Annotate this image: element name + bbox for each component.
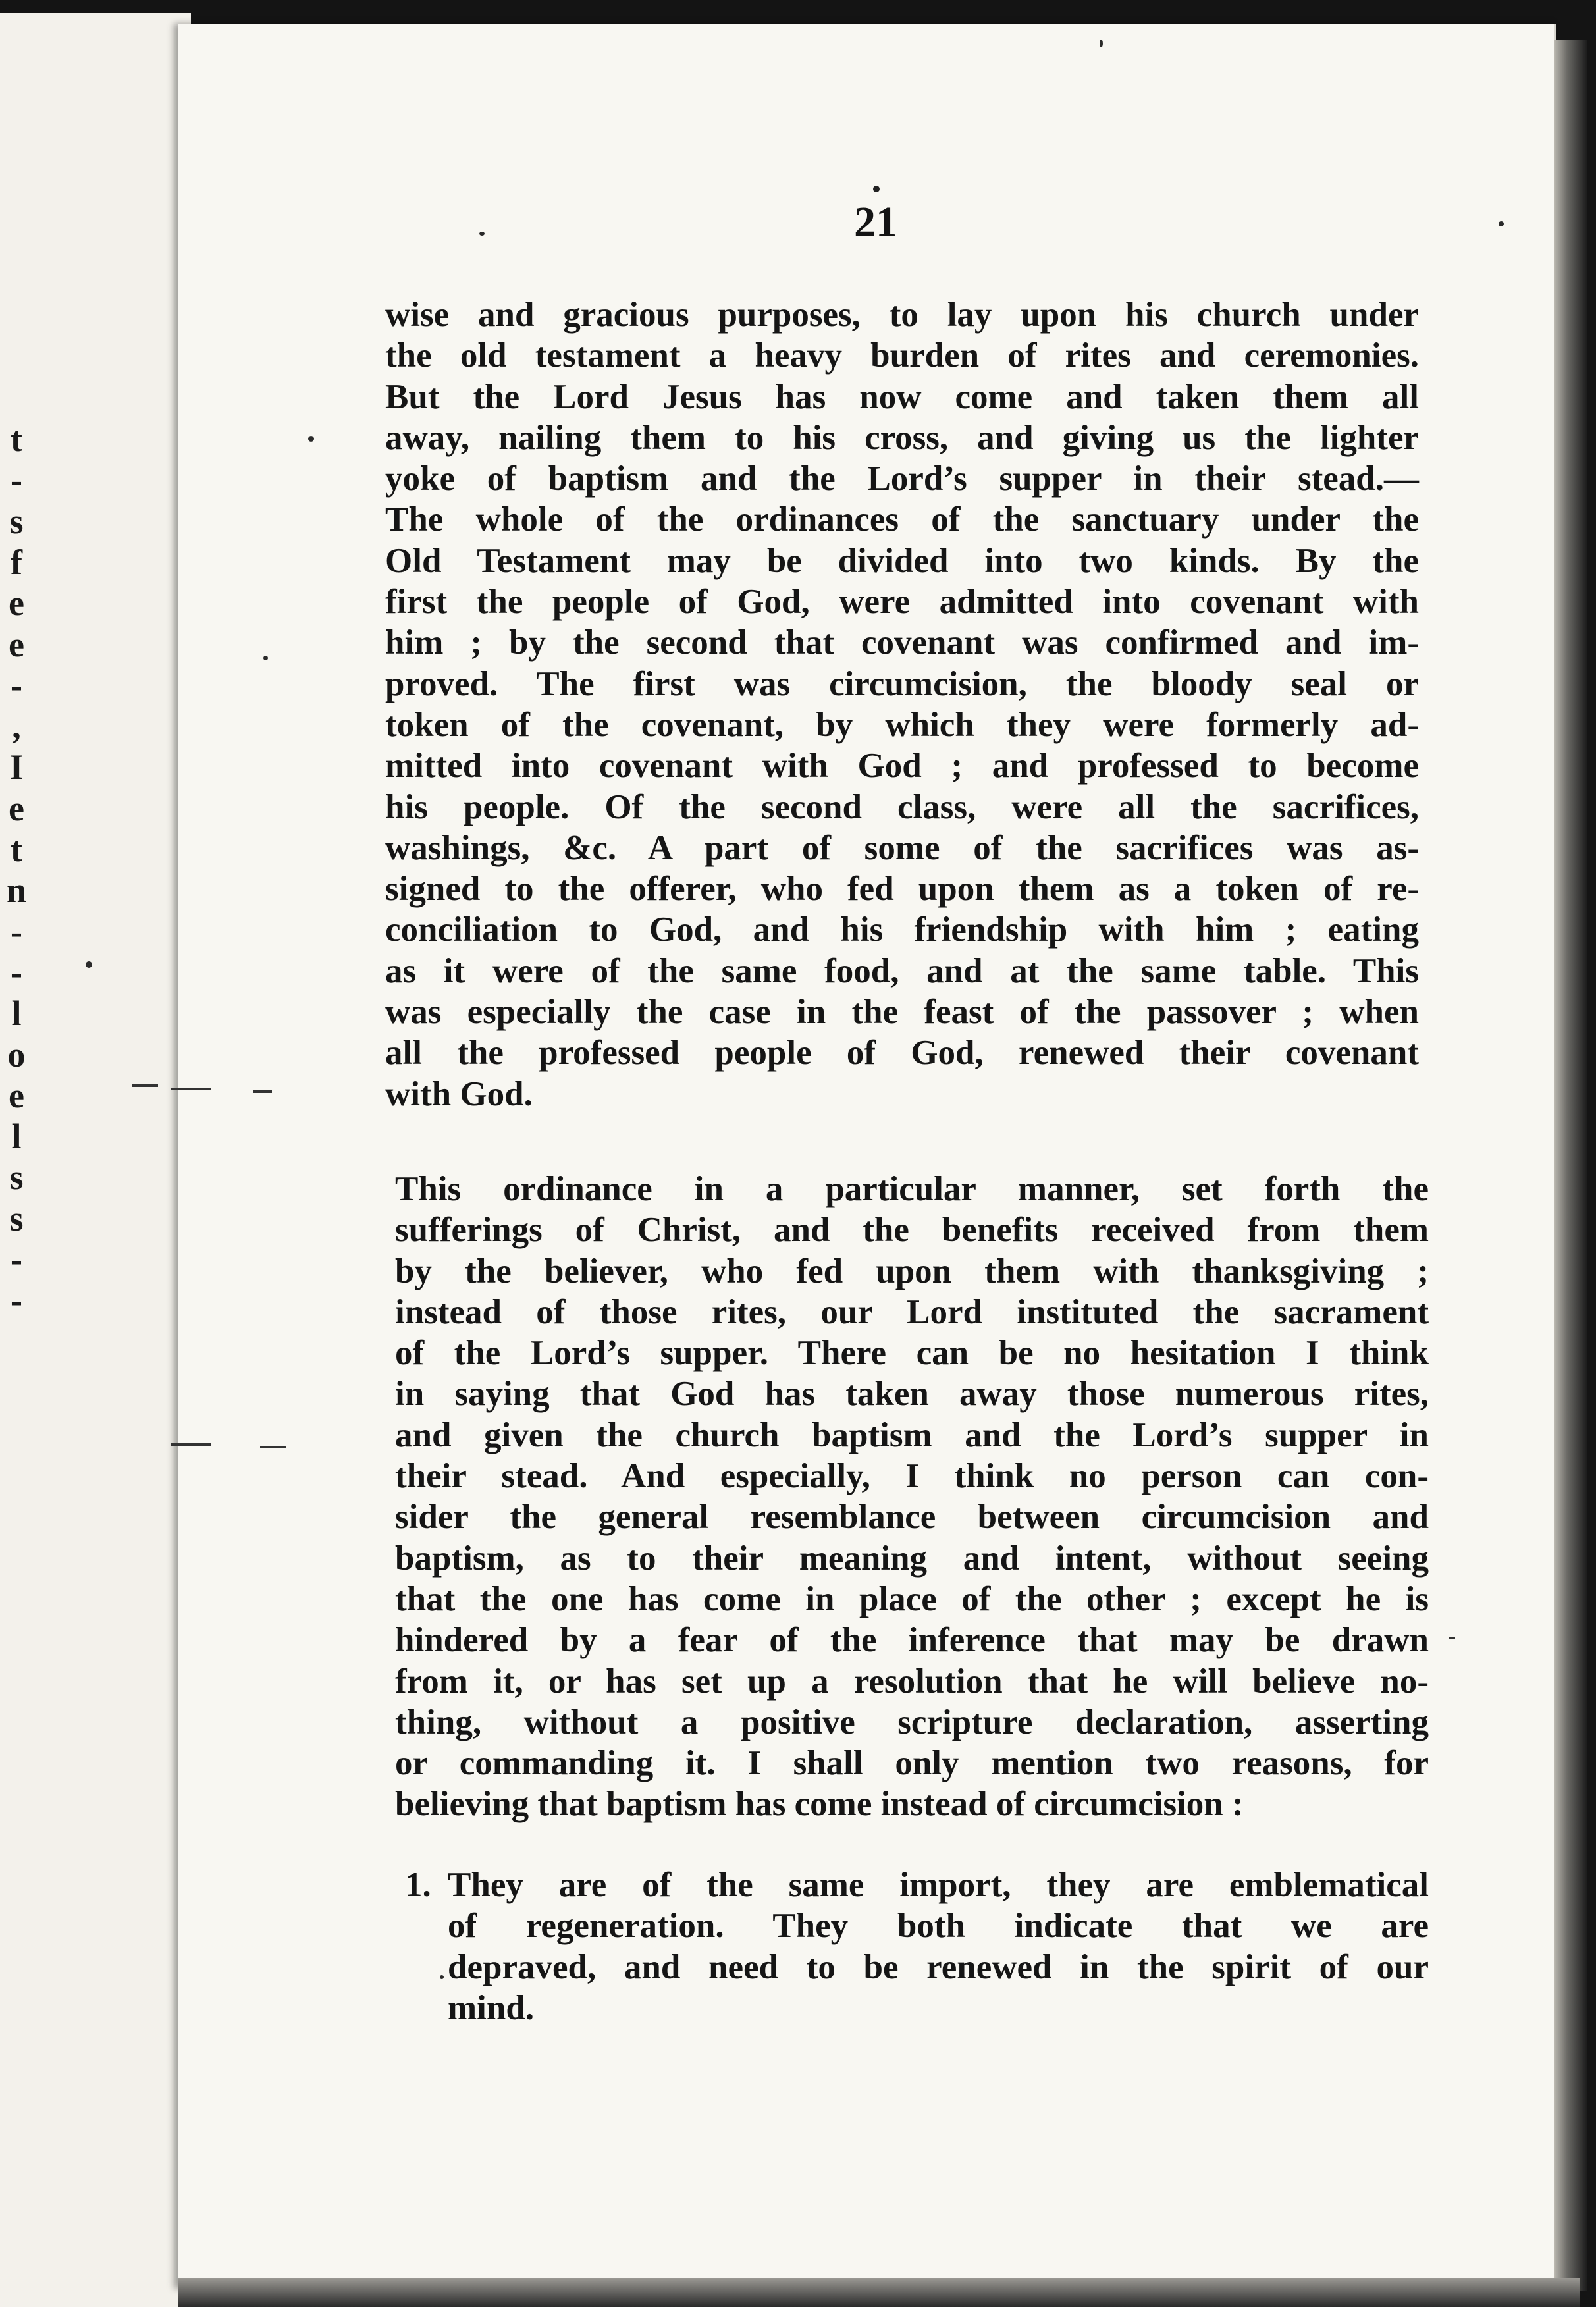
previous-page-fragment: s	[9, 501, 24, 541]
scan-speck	[440, 1975, 444, 1979]
previous-page-fragment: e	[9, 624, 24, 664]
text-line: all the professed people of God, renewed their covenant	[385, 1034, 1419, 1073]
text-line: yoke of baptism and the Lord’s supper in their stead.—	[385, 460, 1419, 498]
previous-page-fragment: o	[7, 1034, 26, 1074]
text-line: as it were of the same food, and at the same table. This	[385, 951, 1419, 990]
previous-page-fragment: -	[11, 460, 22, 500]
previous-page-fragment: -	[11, 1281, 22, 1321]
previous-page-fragment: s	[9, 1198, 24, 1238]
scan-speck	[1499, 221, 1504, 226]
text-line: first the people of God, were admitted into covenant with	[385, 583, 1419, 622]
previous-page-fragment: e	[9, 788, 24, 828]
page-right-edge	[1554, 40, 1587, 2291]
scan-streak	[132, 1084, 158, 1087]
text-line: by the believer, who fed upon them with thanksgiving ;	[395, 1252, 1429, 1290]
page-bottom-edge	[178, 2278, 1580, 2307]
text-line: and given the church baptism and the Lord’s supper in	[395, 1416, 1429, 1454]
text-line: believing that baptism has come instead of circumcision :	[395, 1785, 1244, 1824]
list-item-marker: 1.	[405, 1866, 431, 1904]
text-line: him ; by the second that covenant was confirmed and im-	[385, 623, 1419, 662]
scan-streak	[171, 1443, 211, 1446]
previous-page-fragment: -	[11, 665, 22, 705]
text-line: instead of those rites, our Lord instituted the sacrament	[395, 1292, 1429, 1331]
text-line: from it, or has set up a resolution that he will believe no-	[395, 1662, 1429, 1701]
text-line: signed to the offerer, who fed upon them as a token of re-	[385, 870, 1419, 909]
text-line: proved. The first was circumcision, the bloody seal or	[385, 664, 1419, 703]
text-line: their stead. And especially, I think no person can con-	[395, 1457, 1429, 1496]
previous-page-fragment: I	[9, 747, 24, 787]
text-line: washings, &c. A part of some of the sacrifices was as-	[385, 828, 1419, 867]
body-paragraph-1	[385, 294, 1419, 1115]
scan-streak	[1449, 1637, 1455, 1639]
text-line: But the Lord Jesus has now come and taken them all	[385, 377, 1419, 416]
previous-page-fragment: t	[11, 830, 22, 869]
text-line: Old Testament may be divided into two kinds. By the	[385, 541, 1419, 580]
text-line: mind.	[448, 1988, 535, 2027]
text-line: or commanding it. I shall only mention two reasons, for	[395, 1744, 1429, 1783]
text-line: of the Lord’s supper. There can be no hesitation I think	[395, 1334, 1429, 1373]
text-line: away, nailing them to his cross, and giving us the lighter	[385, 418, 1419, 457]
scan-speck	[479, 232, 485, 236]
previous-page-fragment: t	[11, 419, 22, 459]
text-line: thing, without a positive scripture declaration, asserting	[395, 1703, 1429, 1741]
previous-page-fragment: e	[9, 1075, 24, 1115]
text-line: mitted into covenant with God ; and professed to become	[385, 747, 1419, 785]
previous-page-fragment: l	[11, 1117, 22, 1157]
previous-page-fragment: s	[9, 1157, 24, 1198]
text-line: sider the general resemblance between circumcision and	[395, 1498, 1429, 1537]
scan-speck	[308, 436, 314, 442]
scan-speck	[86, 961, 92, 968]
text-line: conciliation to God, and his friendship with him ; eating	[385, 911, 1419, 949]
text-line: with God.	[385, 1074, 533, 1113]
previous-page-fragment: f	[11, 542, 22, 582]
text-line: wise and gracious purposes, to lay upon his church under	[385, 296, 1419, 334]
page-number-mark	[873, 186, 880, 192]
text-line: token of the covenant, by which they were formerly ad-	[385, 705, 1419, 744]
text-line: sufferings of Christ, and the benefits received from them	[395, 1211, 1429, 1250]
scan-streak	[260, 1446, 286, 1448]
previous-page-fragment: ,	[12, 706, 21, 747]
text-line: the old testament a heavy burden of rites and ceremonies.	[385, 336, 1419, 375]
text-line: was especially the case in the feast of the passover ; when	[385, 993, 1419, 1032]
scan-speck	[263, 656, 268, 660]
text-line: They are of the same import, they are emblematical	[448, 1866, 1429, 1904]
text-line: baptism, as to their meaning and intent, without seeing	[395, 1539, 1429, 1578]
text-line: that the one has come in place of the other ; except he is	[395, 1579, 1429, 1618]
previous-page-fragment: n	[6, 870, 27, 911]
text-line: of regeneration. They both indicate that we are	[448, 1907, 1429, 1946]
scan-streak	[171, 1088, 211, 1090]
text-line: in saying that God has taken away those numerous rites,	[395, 1375, 1429, 1414]
text-line: This ordinance in a particular manner, set forth the	[395, 1170, 1429, 1208]
previous-page-edge	[0, 13, 191, 2307]
body-paragraph-2	[395, 1169, 1429, 1825]
list-item-1	[448, 1865, 1429, 2029]
text-line: The whole of the ordinances of the sanctuary under the	[385, 500, 1419, 539]
scan-speck	[1100, 40, 1103, 47]
text-line: depraved, and need to be renewed in the spirit of our	[448, 1948, 1429, 1986]
previous-page-fragment: e	[9, 583, 24, 623]
previous-page-fragment: -	[11, 911, 22, 951]
page-number: 21	[854, 198, 897, 246]
previous-page-fragment: -	[11, 952, 22, 992]
text-line: hindered by a fear of the inference that may be drawn	[395, 1621, 1429, 1660]
previous-page-fragment: -	[11, 1240, 22, 1279]
text-line: his people. Of the second class, were all the sacrifices,	[385, 787, 1419, 826]
previous-page-fragment: l	[11, 994, 22, 1034]
scan-streak	[253, 1090, 272, 1093]
